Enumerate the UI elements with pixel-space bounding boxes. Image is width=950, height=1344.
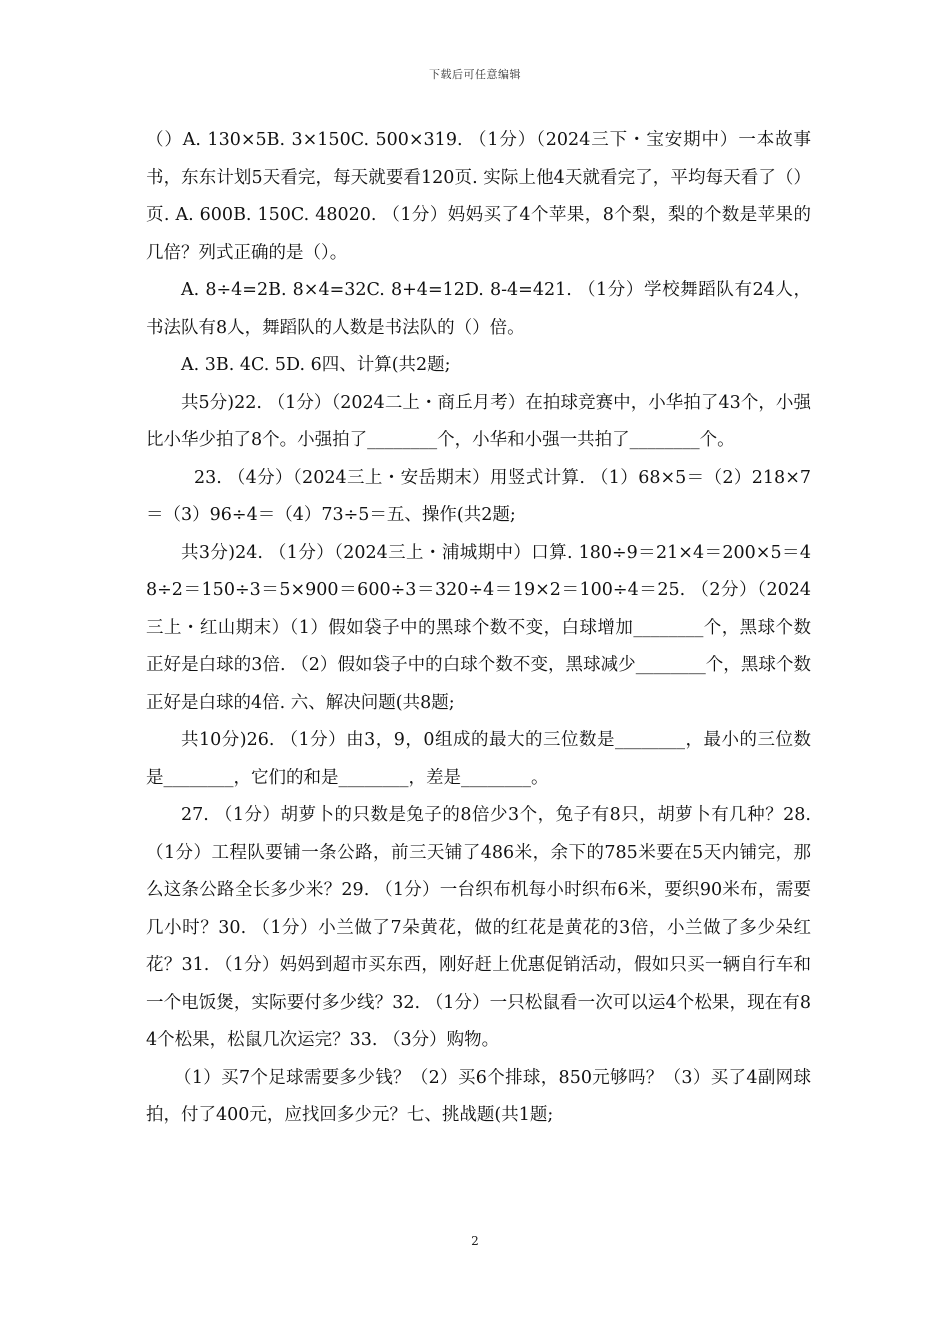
paragraph-questions-18-20: （）A. 130×5B. 3×150C. 500×319. （1分）（2024三下・宝安期中）一本故事书，东东计划5天看完，每天就要看120页. 实际上他4天就看完了，平均每天看了（）页. A. 600B. 150C. 48020. （1分）妈妈买了4个苹果，8个梨，梨的个数是苹果的几倍？列式正确的是（）。 (146, 130, 811, 263)
paragraph-section-calculation: A. 3B. 4C. 5D. 6四、计算(共2题; (181, 355, 451, 375)
page-number: 2 (471, 1234, 479, 1248)
paragraph-question-22: 共5分)22. （1分）（2024二上・商丘月考）在拍球竞赛中，小华拍了43个，小强比小华少拍了8个。小强拍了________个，小华和小强一共拍了________个。 (146, 392, 811, 450)
document-body (146, 122, 811, 1135)
paragraph-question-21: A. 8÷4=2B. 8×4=32C. 8+4=12D. 8-4=421. （1分）学校舞蹈队有24人，书法队有8人，舞蹈队的人数是书法队的（）倍。 (146, 280, 811, 338)
paragraph-question-26: 共10分)26. （1分）由3，9，0组成的最大的三位数是________，最小的三位数是________，它们的和是________，差是________。 (146, 730, 811, 788)
paragraph-question-23: 23. （4分）（2024三上・安岳期末）用竖式计算. （1）68×5＝（2）218×7＝（3）96÷4＝（4）73÷5＝五、操作(共2题; (146, 467, 811, 525)
page-header: 下载后可任意编辑 (429, 68, 521, 81)
paragraph-questions-24-25: 共3分)24. （1分）（2024三上・浦城期中）口算. 180÷9＝21×4＝200×5＝48÷2＝150÷3＝5×900＝600÷3＝320÷4＝19×2＝100÷4＝25. （2分）（2024三上・红山期末）（1）假如袋子中的黑球个数不变，白球增加________个，黑球个数正好是白球的3倍. （2）假如袋子中的白球个数不变，黑球减少________个，黑球个数正好是白球的4倍. 六、解决问题(共8题; (146, 542, 811, 713)
paragraph-question-33-parts: （1）买7个足球需要多少钱？（2）买6个排球，850元够吗？（3）买了4副网球拍，付了400元，应找回多少元？七、挑战题(共1题; (146, 1067, 811, 1125)
paragraph-questions-27-33: 27. （1分）胡萝卜的只数是兔子的8倍少3个，兔子有8只，胡萝卜有几种？28. （1分）工程队要铺一条公路，前三天铺了486米，余下的785米要在5天内铺完，那么这条公路全长多少米？29. （1分）一台织布机每小时织布6米，要织90米布，需要几小时？30. （1分）小兰做了7朵黄花，做的红花是黄花的3倍，小兰做了多少朵红花？31. （1分）妈妈到超市买东西，刚好赶上优惠促销活动，假如只买一辆自行车和一个电饭煲，实际要付多少线？32. （1分）一只松鼠看一次可以运4个松果，现在有84个松果，松鼠几次运完？33. （3分）购物。 (146, 805, 811, 1050)
